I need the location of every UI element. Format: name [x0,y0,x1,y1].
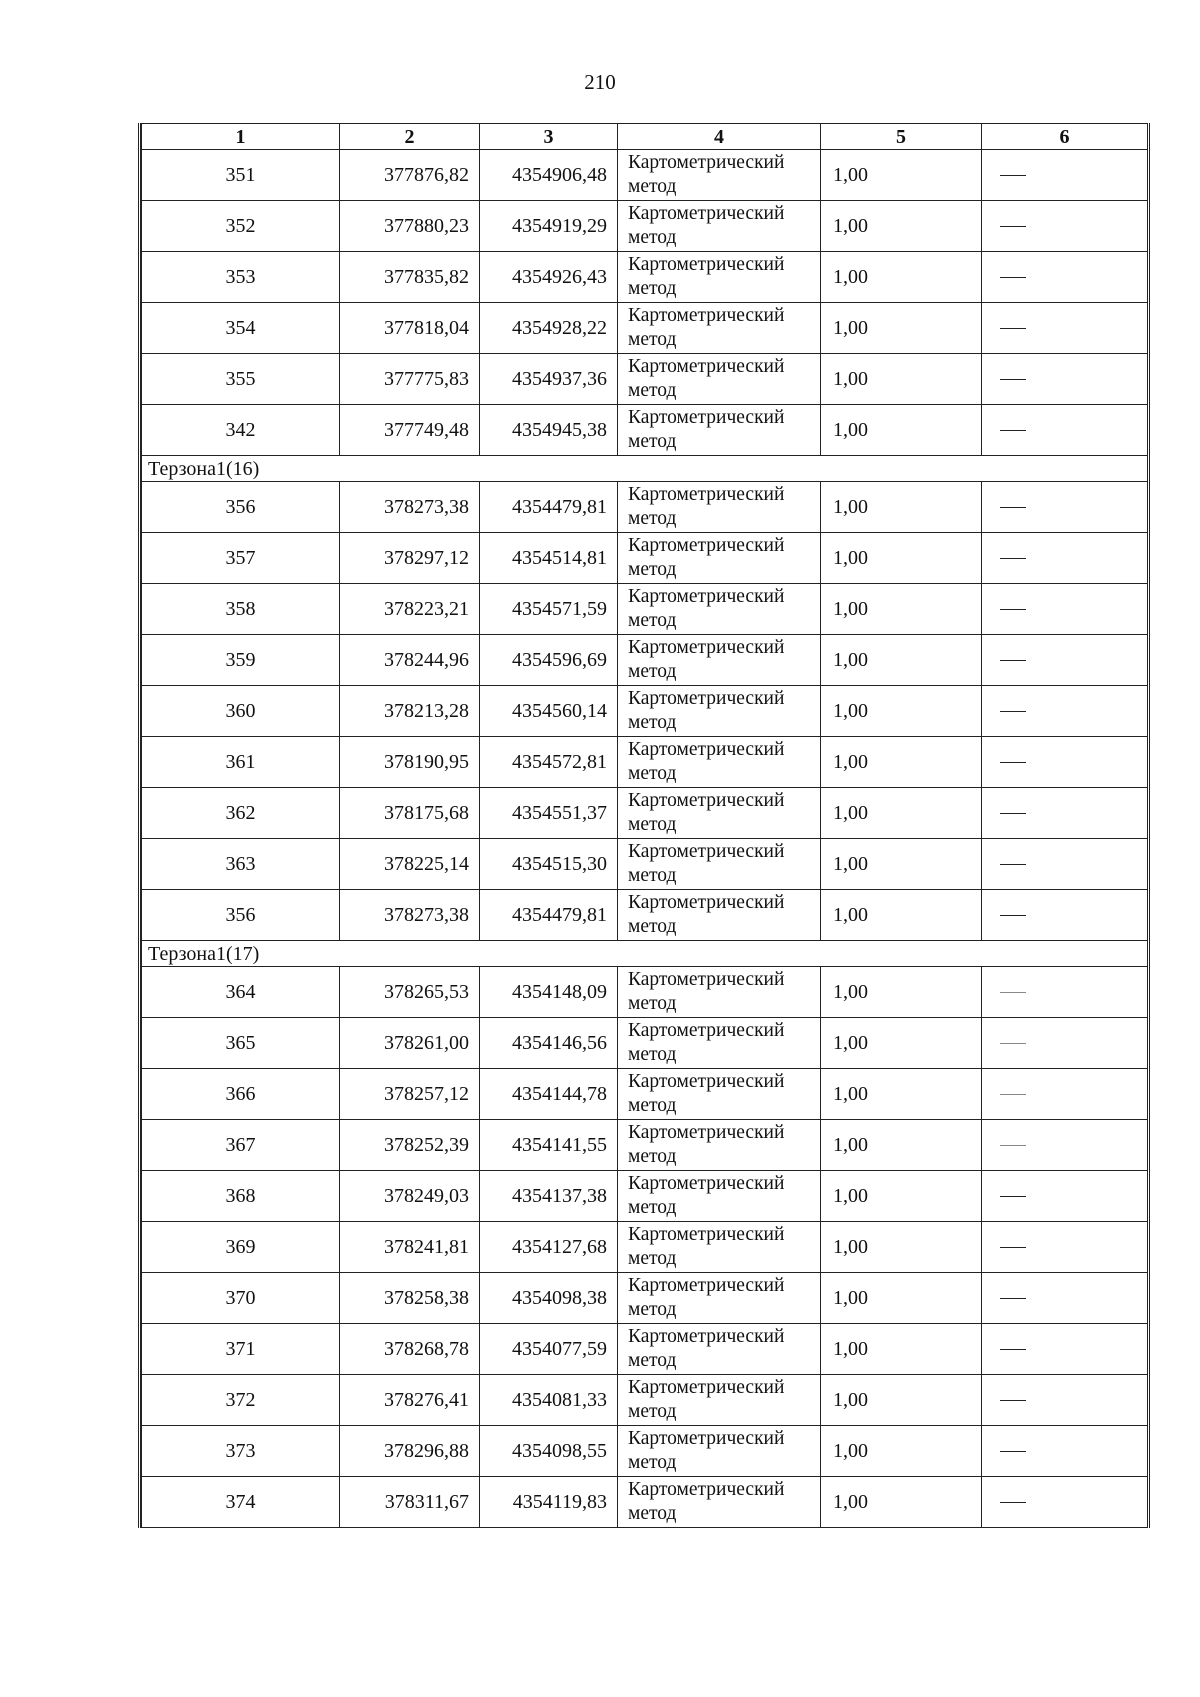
y-coordinate-cell: 4354146,56 [480,1018,618,1069]
accuracy-cell: 1,00 [821,405,982,456]
y-coordinate-cell: 4354919,29 [480,201,618,252]
table-row [142,150,1148,201]
point-number-cell: 358 [142,584,340,635]
note-cell [982,1375,1148,1426]
coordinates-table-wrap [138,123,1150,1528]
accuracy-cell: 1,00 [821,1477,982,1528]
x-coordinate-cell: 378311,67 [340,1477,480,1528]
accuracy-cell: 1,00 [821,890,982,941]
accuracy-cell: 1,00 [821,1171,982,1222]
table-row [142,482,1148,533]
dash-mark [1000,1451,1026,1452]
section-label: Терзона1(17) [142,941,1148,967]
note-cell [982,686,1148,737]
accuracy-cell: 1,00 [821,201,982,252]
method-cell: Картометрический метод [618,1171,821,1222]
point-number-cell: 364 [142,967,340,1018]
column-header: 2 [340,124,480,150]
method-cell: Картометрический метод [618,584,821,635]
x-coordinate-cell: 377876,82 [340,150,480,201]
y-coordinate-cell: 4354926,43 [480,252,618,303]
note-cell [982,1324,1148,1375]
dash-mark [1000,1247,1026,1248]
column-header: 3 [480,124,618,150]
note-cell [982,967,1148,1018]
table-body [142,124,1148,1528]
x-coordinate-cell: 377835,82 [340,252,480,303]
point-number-cell: 368 [142,1171,340,1222]
accuracy-cell: 1,00 [821,1375,982,1426]
table-row [142,1273,1148,1324]
accuracy-cell: 1,00 [821,533,982,584]
table-row [142,1018,1148,1069]
accuracy-cell: 1,00 [821,1324,982,1375]
note-cell [982,737,1148,788]
point-number-cell: 360 [142,686,340,737]
y-coordinate-cell: 4354077,59 [480,1324,618,1375]
dash-mark [1000,507,1026,508]
accuracy-cell: 1,00 [821,150,982,201]
note-cell [982,1477,1148,1528]
x-coordinate-cell: 378225,14 [340,839,480,890]
y-coordinate-cell: 4354148,09 [480,967,618,1018]
x-coordinate-cell: 378257,12 [340,1069,480,1120]
dash-mark [1000,1400,1026,1401]
method-cell: Картометрический метод [618,303,821,354]
point-number-cell: 352 [142,201,340,252]
table-row [142,1477,1148,1528]
dash-mark [1000,762,1026,763]
x-coordinate-cell: 378296,88 [340,1426,480,1477]
note-cell [982,354,1148,405]
point-number-cell: 357 [142,533,340,584]
note-cell [982,635,1148,686]
x-coordinate-cell: 377880,23 [340,201,480,252]
point-number-cell: 369 [142,1222,340,1273]
method-cell: Картометрический метод [618,150,821,201]
table-row [142,533,1148,584]
column-header: 1 [142,124,340,150]
point-number-cell: 356 [142,482,340,533]
table-row [142,1120,1148,1171]
note-cell [982,303,1148,354]
y-coordinate-cell: 4354479,81 [480,890,618,941]
accuracy-cell: 1,00 [821,252,982,303]
x-coordinate-cell: 377775,83 [340,354,480,405]
table-row [142,252,1148,303]
method-cell: Картометрический метод [618,252,821,303]
method-cell: Картометрический метод [618,405,821,456]
table-row [142,1426,1148,1477]
point-number-cell: 353 [142,252,340,303]
column-header: 4 [618,124,821,150]
table-row [142,1171,1148,1222]
x-coordinate-cell: 378249,03 [340,1171,480,1222]
method-cell: Картометрический метод [618,482,821,533]
method-cell: Картометрический метод [618,686,821,737]
x-coordinate-cell: 378258,38 [340,1273,480,1324]
accuracy-cell: 1,00 [821,1120,982,1171]
accuracy-cell: 1,00 [821,788,982,839]
accuracy-cell: 1,00 [821,1273,982,1324]
table-row [142,1324,1148,1375]
column-header: 6 [982,124,1148,150]
point-number-cell: 374 [142,1477,340,1528]
accuracy-cell: 1,00 [821,737,982,788]
method-cell: Картометрический метод [618,1273,821,1324]
y-coordinate-cell: 4354945,38 [480,405,618,456]
table-row [142,686,1148,737]
x-coordinate-cell: 378213,28 [340,686,480,737]
x-coordinate-cell: 378244,96 [340,635,480,686]
method-cell: Картометрический метод [618,1120,821,1171]
dash-mark [1000,609,1026,610]
note-cell [982,1222,1148,1273]
y-coordinate-cell: 4354081,33 [480,1375,618,1426]
point-number-cell: 356 [142,890,340,941]
method-cell: Картометрический метод [618,1477,821,1528]
point-number-cell: 354 [142,303,340,354]
y-coordinate-cell: 4354119,83 [480,1477,618,1528]
x-coordinate-cell: 377749,48 [340,405,480,456]
method-cell: Картометрический метод [618,788,821,839]
y-coordinate-cell: 4354141,55 [480,1120,618,1171]
note-cell [982,1069,1148,1120]
dash-mark [1000,1145,1026,1146]
table-row [142,967,1148,1018]
note-cell [982,1120,1148,1171]
point-number-cell: 372 [142,1375,340,1426]
note-cell [982,482,1148,533]
x-coordinate-cell: 378273,38 [340,890,480,941]
point-number-cell: 359 [142,635,340,686]
x-coordinate-cell: 378297,12 [340,533,480,584]
x-coordinate-cell: 378261,00 [340,1018,480,1069]
note-cell [982,201,1148,252]
section-label-row [142,941,1148,967]
method-cell: Картометрический метод [618,1426,821,1477]
point-number-cell: 351 [142,150,340,201]
point-number-cell: 363 [142,839,340,890]
method-cell: Картометрический метод [618,1375,821,1426]
y-coordinate-cell: 4354937,36 [480,354,618,405]
accuracy-cell: 1,00 [821,967,982,1018]
point-number-cell: 362 [142,788,340,839]
table-row [142,839,1148,890]
point-number-cell: 365 [142,1018,340,1069]
x-coordinate-cell: 378276,41 [340,1375,480,1426]
note-cell [982,788,1148,839]
dash-mark [1000,992,1026,993]
dash-mark [1000,1196,1026,1197]
method-cell: Картометрический метод [618,737,821,788]
dash-mark [1000,915,1026,916]
y-coordinate-cell: 4354514,81 [480,533,618,584]
x-coordinate-cell: 378190,95 [340,737,480,788]
method-cell: Картометрический метод [618,1069,821,1120]
y-coordinate-cell: 4354551,37 [480,788,618,839]
dash-mark [1000,226,1026,227]
y-coordinate-cell: 4354572,81 [480,737,618,788]
dash-mark [1000,328,1026,329]
accuracy-cell: 1,00 [821,1426,982,1477]
x-coordinate-cell: 378273,38 [340,482,480,533]
dash-mark [1000,1298,1026,1299]
y-coordinate-cell: 4354906,48 [480,150,618,201]
method-cell: Картометрический метод [618,839,821,890]
point-number-cell: 367 [142,1120,340,1171]
x-coordinate-cell: 378252,39 [340,1120,480,1171]
x-coordinate-cell: 378241,81 [340,1222,480,1273]
coordinates-table [141,123,1148,1528]
accuracy-cell: 1,00 [821,1018,982,1069]
accuracy-cell: 1,00 [821,303,982,354]
method-cell: Картометрический метод [618,1018,821,1069]
point-number-cell: 371 [142,1324,340,1375]
note-cell [982,533,1148,584]
accuracy-cell: 1,00 [821,839,982,890]
table-row [142,1069,1148,1120]
table-row [142,1375,1148,1426]
accuracy-cell: 1,00 [821,635,982,686]
table-row [142,635,1148,686]
page-number: 210 [584,70,616,94]
table-row [142,1222,1148,1273]
note-cell [982,1273,1148,1324]
x-coordinate-cell: 378265,53 [340,967,480,1018]
method-cell: Картометрический метод [618,354,821,405]
y-coordinate-cell: 4354098,38 [480,1273,618,1324]
column-header: 5 [821,124,982,150]
dash-mark [1000,558,1026,559]
method-cell: Картометрический метод [618,1324,821,1375]
y-coordinate-cell: 4354928,22 [480,303,618,354]
dash-mark [1000,1502,1026,1503]
dash-mark [1000,1349,1026,1350]
y-coordinate-cell: 4354137,38 [480,1171,618,1222]
note-cell [982,839,1148,890]
dash-mark [1000,711,1026,712]
dash-mark [1000,175,1026,176]
note-cell [982,1018,1148,1069]
y-coordinate-cell: 4354515,30 [480,839,618,890]
table-row [142,788,1148,839]
y-coordinate-cell: 4354560,14 [480,686,618,737]
method-cell: Картометрический метод [618,967,821,1018]
note-cell [982,1426,1148,1477]
dash-mark [1000,379,1026,380]
table-row [142,584,1148,635]
accuracy-cell: 1,00 [821,686,982,737]
dash-mark [1000,1043,1026,1044]
method-cell: Картометрический метод [618,533,821,584]
x-coordinate-cell: 378223,21 [340,584,480,635]
table-header-row [142,124,1148,150]
note-cell [982,150,1148,201]
point-number-cell: 355 [142,354,340,405]
section-label-row [142,456,1148,482]
y-coordinate-cell: 4354144,78 [480,1069,618,1120]
point-number-cell: 342 [142,405,340,456]
accuracy-cell: 1,00 [821,1069,982,1120]
dash-mark [1000,813,1026,814]
dash-mark [1000,430,1026,431]
section-label: Терзона1(16) [142,456,1148,482]
dash-mark [1000,1094,1026,1095]
point-number-cell: 366 [142,1069,340,1120]
table-row [142,737,1148,788]
table-row [142,303,1148,354]
y-coordinate-cell: 4354596,69 [480,635,618,686]
x-coordinate-cell: 378268,78 [340,1324,480,1375]
table-row [142,354,1148,405]
dash-mark [1000,660,1026,661]
accuracy-cell: 1,00 [821,1222,982,1273]
y-coordinate-cell: 4354571,59 [480,584,618,635]
accuracy-cell: 1,00 [821,584,982,635]
note-cell [982,252,1148,303]
table-row [142,890,1148,941]
note-cell [982,584,1148,635]
y-coordinate-cell: 4354098,55 [480,1426,618,1477]
method-cell: Картометрический метод [618,1222,821,1273]
method-cell: Картометрический метод [618,890,821,941]
accuracy-cell: 1,00 [821,482,982,533]
table-row [142,405,1148,456]
y-coordinate-cell: 4354479,81 [480,482,618,533]
method-cell: Картометрический метод [618,201,821,252]
accuracy-cell: 1,00 [821,354,982,405]
dash-mark [1000,277,1026,278]
y-coordinate-cell: 4354127,68 [480,1222,618,1273]
note-cell [982,405,1148,456]
point-number-cell: 370 [142,1273,340,1324]
x-coordinate-cell: 378175,68 [340,788,480,839]
point-number-cell: 373 [142,1426,340,1477]
point-number-cell: 361 [142,737,340,788]
note-cell [982,890,1148,941]
x-coordinate-cell: 377818,04 [340,303,480,354]
method-cell: Картометрический метод [618,635,821,686]
dash-mark [1000,864,1026,865]
note-cell [982,1171,1148,1222]
table-row [142,201,1148,252]
